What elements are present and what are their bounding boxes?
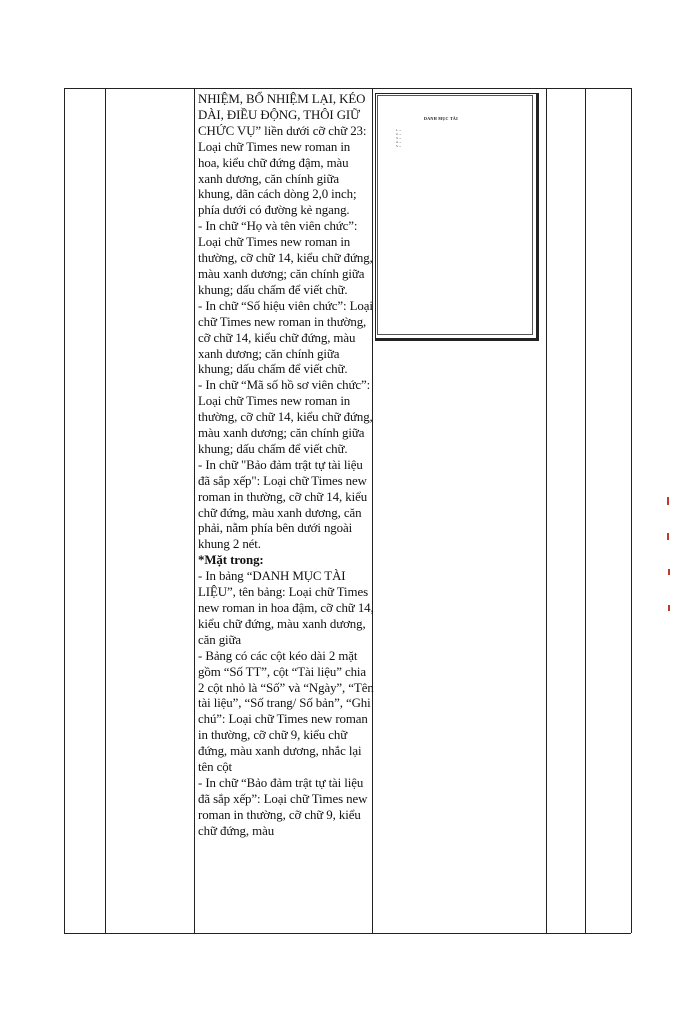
thumbnail-line: 1. ...	[396, 128, 402, 132]
paragraph: NHIỆM, BỔ NHIỆM LẠI, KÉO DÀI, ĐIỀU ĐỘNG, THÔI GIỮ CHỨC VỤ” liền dưới cỡ chữ 23: Loại chữ Times new roman in hoa, kiểu chữ đứng đậm, màu xanh dương, căn chính giữa khung, dãn cách dòng 2,0 inch; phía dưới có đường kẻ ngang.	[198, 92, 367, 218]
section-heading: *Mặt trong:	[198, 553, 264, 568]
thumbnail-line: 5. ...	[396, 144, 402, 148]
paragraph: - In bảng “DANH MỤC TÀI LIỆU”, tên bảng: Loại chữ Times new roman in hoa đậm, cỡ chữ 14, kiểu chữ đứng, màu xanh dương, căn giữa	[198, 569, 374, 647]
margin-mark	[668, 605, 670, 611]
thumbnail-list	[396, 128, 401, 148]
table-border-bottom	[64, 933, 631, 934]
thumbnail-title: DANH MỤC TÀI	[424, 116, 458, 121]
margin-mark	[668, 569, 670, 575]
specification-text	[198, 92, 374, 840]
cover-thumbnail	[375, 93, 539, 341]
table-border-top	[64, 88, 631, 89]
column-divider	[546, 88, 547, 933]
paragraph: - In chữ “Mã số hồ sơ viên chức”: Loại chữ Times new roman in thường, cỡ chữ 14, kiểu chữ đứng, màu xanh dương; căn chính giữa khung; dấu chấm để viết chữ.	[198, 378, 373, 456]
thumbnail-line: 2. ...	[396, 132, 402, 136]
column-divider	[105, 88, 106, 933]
paragraph: - In chữ “Số hiệu viên chức”: Loại chữ Times new roman in thường, cỡ chữ 14, kiểu chữ đứng, màu xanh dương; căn chính giữa khung; dấu chấm để viết chữ.	[198, 298, 373, 377]
column-divider	[194, 88, 195, 933]
margin-mark	[667, 533, 669, 540]
paragraph: - In chữ "Bảo đảm trật tự tài liệu đã sắp xếp": Loại chữ Times new roman in thường, cỡ chữ 14, kiểu chữ đứng, màu xanh dương, căn phải, nằm phía bên dưới ngoài khung 2 nét.	[198, 457, 368, 552]
table-border-right	[631, 88, 632, 933]
paragraph: - Bảng có các cột kéo dài 2 mặt gồm “Số TT”, cột “Tài liệu” chia 2 cột nhỏ là “Số” và “Ngày”, “Tên tài liệu”, “Số trang/ Số bản”, “Ghi chú”: Loại chữ Times new roman in thường, cỡ chữ 9, kiểu chữ đứng, màu xanh dương, nhắc lại tên cột	[198, 648, 374, 775]
table-border-left	[64, 88, 65, 933]
thumbnail-line: 3. ...	[396, 136, 402, 140]
thumbnail-line: 4. ...	[396, 140, 402, 144]
column-divider	[585, 88, 586, 933]
paragraph: - In chữ “Bảo đảm trật tự tài liệu đã sắp xếp”: Loại chữ Times new roman in thường, cỡ chữ 9, kiểu chữ đứng, màu	[198, 775, 368, 838]
margin-mark	[667, 497, 669, 505]
paragraph: - In chữ “Họ và tên viên chức”: Loại chữ Times new roman in thường, cỡ chữ 14, kiểu chữ đứng, màu xanh dương; căn chính giữa khung; dấu chấm để viết chữ.	[198, 219, 373, 297]
